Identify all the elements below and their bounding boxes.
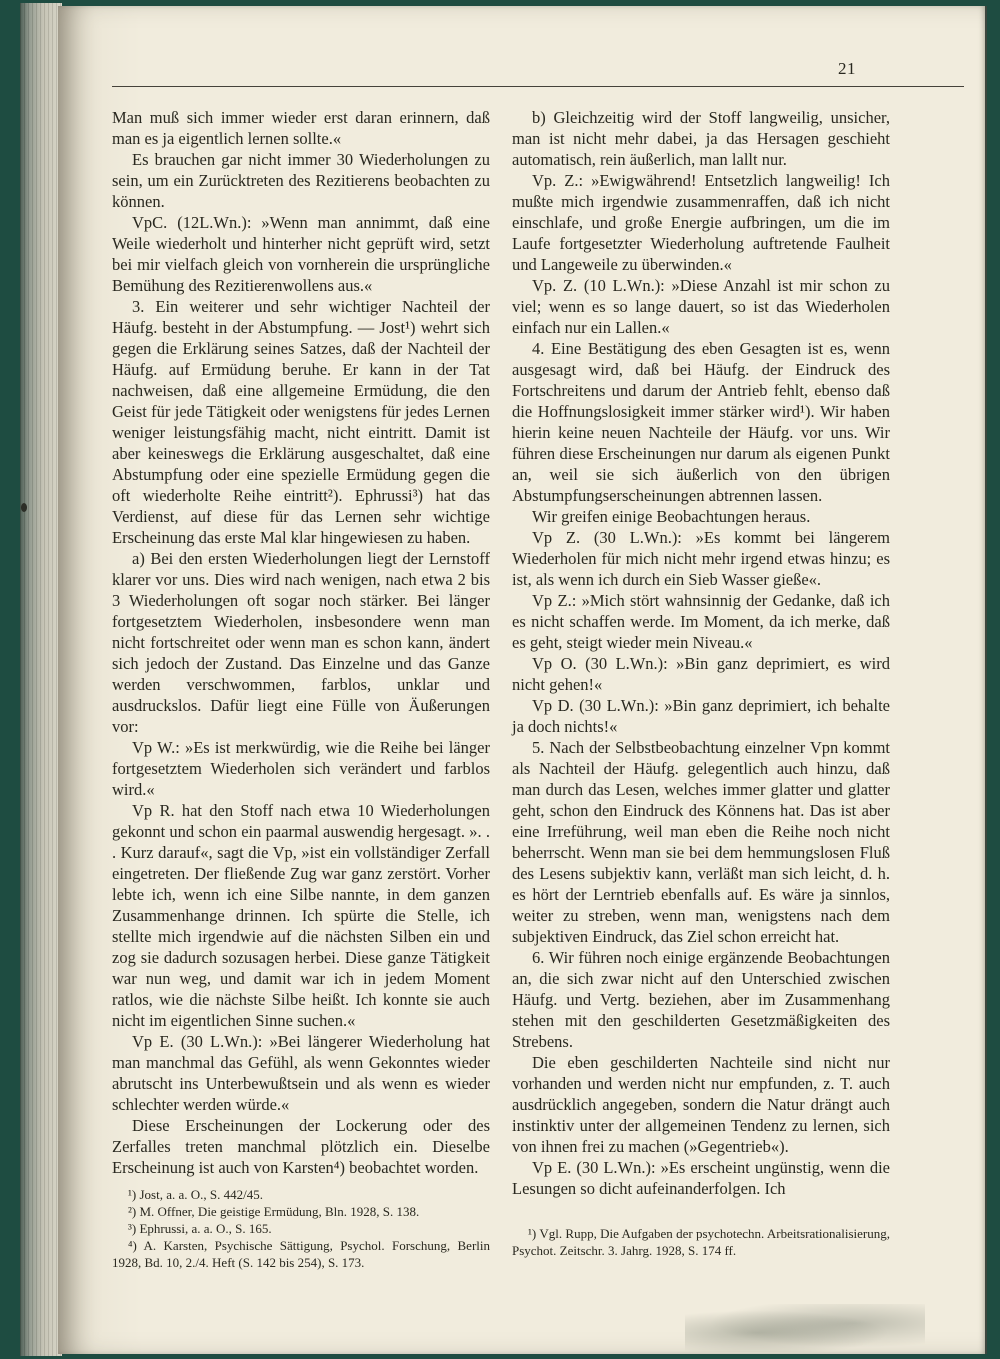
paragraph: 6. Wir führen noch einige ergänzende Beobachtungen an, die sich zwar nicht auf den Unterschied zwischen Häufg. und Vertg. beziehen, aber im Zusammenhang stehen mit den geschilderten Gesetzmäßigkeiten des Strebens. [512, 948, 890, 1051]
paragraph: Vp Z.: »Mich stört wahnsinnig der Gedanke, daß ich es nicht schaffen werde. Im Moment, da ich merke, daß es geht, steigt wieder mein Niveau.« [512, 591, 890, 652]
scan-artifact-speck [21, 503, 27, 512]
paragraph: Vp Z. (30 L.Wn.): »Es kommt bei längerem Wiederholen für mich nicht mehr irgend etwas hinzu; es ist, als wenn ich durch ein Sieb Wasser gieße«. [512, 528, 890, 589]
paragraph: Die eben geschilderten Nachteile sind nicht nur vorhanden und werden nicht nur empfunden, z. T. auch ausdrücklich angegeben, sondern die Natur drängt auch instinktiv unter der allgemeinen Tendenz zu lernen, sich von ihnen frei zu machen (»Gegentrieb«). [512, 1053, 890, 1156]
paragraph: Vp. Z.: »Ewigwährend! Entsetzlich langweilig! Ich mußte mich irgendwie zusammenraffen, daß ich nicht einschlafe, und große Energie aufbringen, um die im Laufe fortgesetzter Wiederholung auftretende Faulheit und Langeweile zu überwinden.« [512, 171, 890, 274]
page-number: 21 [838, 59, 856, 78]
right-column [512, 107, 890, 1259]
paragraph: Vp D. (30 L.Wn.): »Bin ganz deprimiert, ich behalte ja doch nichts!« [512, 696, 890, 736]
paragraph: VpC. (12L.Wn.): »Wenn man annimmt, daß eine Weile wiederholt und hinterher nicht geprüft wird, setzt bei mir vielfach gleich von vornherein die ursprüngliche Bemühung des Rezitierenwollens aus.« [112, 213, 490, 295]
paragraph: Vp O. (30 L.Wn.): »Bin ganz deprimiert, es wird nicht gehen!« [512, 654, 890, 694]
left-column [112, 107, 490, 1270]
text-columns [112, 107, 964, 1270]
paragraph: 3. Ein weiterer und sehr wichtiger Nachteil der Häufg. besteht in der Abstumpfung. — Jost¹) wehrt sich gegen die Erklärung seines Satzes, daß der Nachteil der Häufg. auf Ermüdung beruhe. Er kann in der Tat nachweisen, daß eine allgemeine Ermüdung, die den Geist für jede Tätigkeit oder wenigstens für jedes Lernen weniger leistungsfähig macht, nicht eintritt. Damit ist aber keineswegs die Erklärung ausgeschaltet, daß eine Abstumpfung oder eine spezielle Ermüdung gegen die oft wiederholte Reihe eintritt²). Ephrussi³) hat das Verdienst, auf diese für das Lernen sehr wichtige Erscheinung das erste Mal klar hingewiesen zu haben. [112, 297, 490, 547]
footnote: ³) Ephrussi, a. a. O., S. 165. [128, 1221, 272, 1236]
paragraph: Wir greifen einige Beobachtungen heraus. [532, 507, 811, 526]
scan-artifact-stain [685, 1304, 925, 1352]
footnote: ²) M. Offner, Die geistige Ermüdung, Bln. 1928, S. 138. [128, 1204, 420, 1219]
page-content [112, 58, 964, 1270]
paragraph: Es brauchen gar nicht immer 30 Wiederholungen zu sein, um ein Zurücktreten des Rezitierens beobachten zu können. [112, 150, 490, 211]
book-binding-edge [20, 3, 62, 1356]
paragraph: Diese Erscheinungen der Lockerung oder des Zerfalles treten manchmal plötzlich ein. Dieselbe Erscheinung ist auch von Karsten⁴) beobachtet worden. [112, 1116, 490, 1177]
footnote: ¹) Vgl. Rupp, Die Aufgaben der psychotechn. Arbeitsrationalisierung, Psychot. Zeitschr. 3. Jahrg. 1928, S. 174 ff. [512, 1226, 890, 1258]
footnotes-left [112, 1178, 490, 1271]
paragraph: b) Gleichzeitig wird der Stoff langweilig, unsicher, man ist nicht mehr dabei, ja das Hersagen geschieht automatisch, rein äußerlich, man lallt nur. [512, 108, 890, 169]
footnotes-right [512, 1217, 890, 1259]
header-rule [112, 86, 964, 87]
footnote: ⁴) A. Karsten, Psychische Sättigung, Psychol. Forschung, Berlin 1928, Bd. 10, 2./4. Heft (S. 142 bis 254), S. 173. [112, 1238, 490, 1270]
paragraph: Vp. Z. (10 L.Wn.): »Diese Anzahl ist mir schon zu viel; wenn es so lange dauert, so ist das Wiederholen einfach nur ein Lallen.« [512, 276, 890, 337]
footnote: ¹) Jost, a. a. O., S. 442/45. [128, 1187, 263, 1202]
paragraph: 5. Nach der Selbstbeobachtung einzelner Vpn kommt als Nachteil der Häufg. gelegentlich auch hinzu, daß man durch das Lesen, welches immer glatter und glatter geht, schon den Eindruck des Könnens hat. Das ist aber eine Irreführung, weil man eben die Reihe noch nicht beherrscht. Wenn man sie bei dem hemmungslosen Fluß des Lesens subjektiv kann, verläßt man sich leicht, d. h. es hört der Lerntrieb ebenfalls auf. Es wäre ja sinnlos, weiter zu streben, wenn man, wenigstens nach dem subjektiven Eindruck, das Ziel schon erreicht hat. [512, 738, 890, 946]
scanned-page [58, 6, 987, 1354]
paragraph: Vp R. hat den Stoff nach etwa 10 Wiederholungen gekonnt und schon ein paarmal auswendig hergesagt. ». . . Kurz darauf«, sagt die Vp, »ist ein vollständiger Zerfall eingetreten. Der fließende Zug war ganz zerstört. Vorher lebte ich, wenn ich eine Silbe nannte, in dem ganzen Zusammenhange drinnen. Ich spürte die Stelle, ich stellte mich irgendwie auf die nächsten Silben ein und zog sie dadurch sozusagen herbei. Diese ganze Tätigkeit war nun weg, und damit war ich in jedem Moment ratlos, wie die nächste Silbe heißt. Ich konnte sie auch nicht im eigentlichen Sinne suchen.« [112, 801, 490, 1030]
paragraph: Man muß sich immer wieder erst daran erinnern, daß man es ja eigentlich lernen sollte.« [112, 108, 490, 148]
paragraph: Vp E. (30 L.Wn.): »Bei längerer Wiederholung hat man manchmal das Gefühl, als wenn Gekonntes wieder abrutscht ins Unterbewußtsein und als wenn es wieder schlechter werden würde.« [112, 1032, 490, 1114]
paragraph: a) Bei den ersten Wiederholungen liegt der Lernstoff klarer vor uns. Dies wird nach wenigen, nach etwa 2 bis 3 Wiederholungen oft sogar noch stärker. Bei länger fortgesetztem Wiederholen, insbesondere wenn man nicht fortschreitet oder wenn man es schon kann, ändert sich jedoch der Zustand. Das Einzelne und das Ganze werden verschwommen, farblos, unklar und ausdruckslos. Dafür liegt eine Fülle von Äußerungen vor: [112, 549, 490, 736]
paragraph: 4. Eine Bestätigung des eben Gesagten ist es, wenn ausgesagt wird, daß bei Häufg. der Eindruck des Fortschreitens und darum der Antrieb fehlt, ebenso daß die Hoffnungslosigkeit immer stärker wird¹). Wir haben hierin keine neuen Nachteile der Häufg. vor uns. Wir führen diese Erscheinungen nur darum als eigenen Punkt an, weil sie sich äußerlich von den übrigen Abstumpfungserscheinungen abtrennen lassen. [512, 339, 890, 505]
paragraph: Vp E. (30 L.Wn.): »Es erscheint ungünstig, wenn die Lesungen so dicht aufeinanderfolgen. Ich [512, 1158, 890, 1198]
paragraph: Vp W.: »Es ist merkwürdig, wie die Reihe bei länger fortgesetztem Wiederholen sich verändert und farblos wird.« [112, 738, 490, 799]
